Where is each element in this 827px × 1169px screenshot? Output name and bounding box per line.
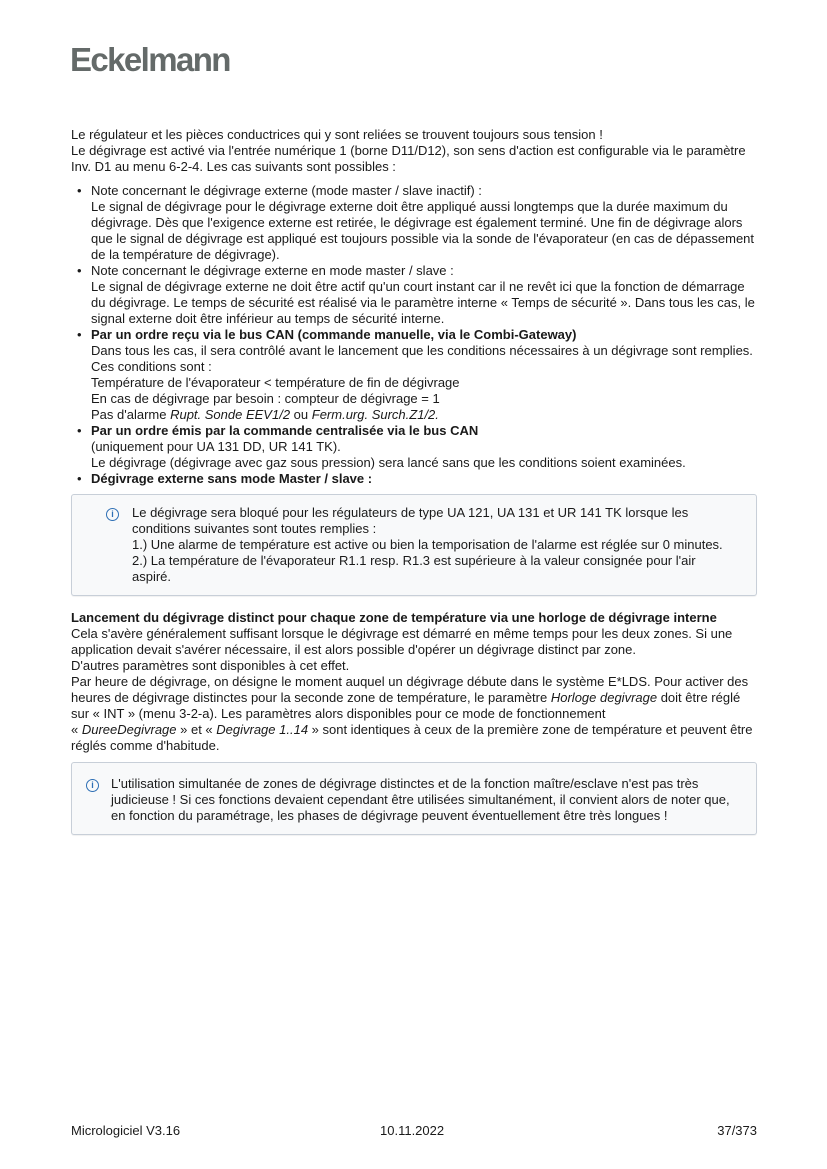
- text: ou: [290, 407, 312, 422]
- list-item: [71, 471, 757, 487]
- document-date: 10.11.2022: [380, 1123, 445, 1138]
- condition-line: En cas de dégivrage par besoin : compteur de dégivrage = 1: [91, 391, 440, 406]
- page-footer: [71, 1123, 757, 1139]
- section-paragraph: D'autres paramètres sont disponibles à cet effet.: [71, 658, 350, 673]
- cases-list: [71, 183, 757, 487]
- condition-line: [91, 407, 757, 423]
- list-item-title: Par un ordre reçu via le bus CAN (commande manuelle, via le Combi-Gateway): [91, 327, 577, 342]
- eckelmann-logo: Eckelmann: [70, 41, 230, 78]
- info-icon: i: [106, 508, 119, 521]
- list-item: [71, 263, 757, 327]
- firmware-version: Micrologiciel V3.16: [71, 1123, 181, 1138]
- parameter-name: Degivrage 1..14: [216, 722, 309, 737]
- text: » et «: [176, 722, 217, 737]
- intro-text: Le dégivrage est activé via l'entrée numérique 1 (borne D11/D12), son sens d'action est configurable via le paramètre Inv. D1 au menu 6-2-4. Les cas suivants sont possibles :: [71, 143, 746, 174]
- note-text: L'utilisation simultanée de zones de dégivrage distinctes et de la fonction maître/esclave n'est pas très judicieuse ! Si ces fonctions devaient cependant être utilisées simultanément, il convient alors de noter que, en fonction du paramétrage, les phases de dégivrage peuvent éventuellement être très longues !: [111, 776, 730, 823]
- info-note: [71, 494, 757, 596]
- text: Par heure de dégivrage, on désigne le moment auquel un dégivrage débute dans le système E*LDS. Pour activer des heures de dégivrage distinctes pour la seconde zone de température, le paramètre: [71, 674, 749, 705]
- alarm-name: Rupt. Sonde EEV1/2: [170, 407, 291, 422]
- text: «: [71, 722, 82, 737]
- section-paragraph: [71, 722, 757, 754]
- list-item: [71, 183, 757, 263]
- page-content: [71, 127, 757, 835]
- list-item-title: • Note concernant le dégivrage externe (mode master / slave inactif) :: [91, 183, 482, 198]
- list-item: [71, 423, 757, 471]
- note-item: 2.) La température de l'évaporateur R1.1 resp. R1.3 est supérieure à la valeur consignée pour l'air aspiré.: [132, 553, 696, 584]
- list-item-title: • Note concernant le dégivrage externe en mode master / slave :: [91, 263, 454, 278]
- section-paragraph: [71, 674, 757, 722]
- list-item-title: Par un ordre émis par la commande centralisée via le bus CAN: [91, 423, 479, 438]
- text: Pas d'alarme: [91, 407, 171, 422]
- info-note: [71, 762, 757, 835]
- intro-warning: Le régulateur et les pièces conductrices qui y sont reliées se trouvent toujours sous tension !: [71, 127, 603, 142]
- alarm-name: Ferm.urg. Surch.Z1/2.: [311, 407, 439, 422]
- page-number: 37/373: [717, 1123, 757, 1138]
- list-item-body: Le signal de dégivrage pour le dégivrage externe doit être appliqué aussi longtemps que la durée maximum du dégivrage. Dès que l'exigence externe est retirée, le dégivrage est également terminé. Une fin de dégivrage alors que le signal de dégivrage est appliqué est toujours possible via la sonde de l'évaporateur (en cas de dépassement de la température de dégivrage).: [91, 199, 755, 262]
- list-item-body: (uniquement pour UA 131 DD, UR 141 TK).: [91, 439, 341, 454]
- text: » sont identiques à ceux de la première zone de température et peuvent être réglés comme d'habitude.: [71, 722, 753, 753]
- list-item-body: Le signal de dégivrage externe ne doit être actif qu'un court instant car il ne revêt ici que la fonction de démarrage du dégivrage. Le temps de sécurité est réalisé via le paramètre interne « Temps de sécurité ». Dans tous les cas, le signal externe doit être inférieur au temps de sécurité interne.: [91, 279, 755, 326]
- list-item-title: Dégivrage externe sans mode Master / slave :: [91, 471, 373, 486]
- text: doit être réglé sur « INT » (menu 3-2-a). Les paramètres alors disponibles pour ce mode de fonctionnement: [71, 690, 741, 721]
- parameter-name: Horloge degivrage: [550, 690, 658, 705]
- note-text: Le dégivrage sera bloqué pour les régulateurs de type UA 121, UA 131 et UR 141 TK lorsque les conditions suivantes sont toutes remplies :: [132, 505, 689, 536]
- section-heading: Lancement du dégivrage distinct pour chaque zone de température via une horloge de dégivrage interne: [71, 610, 717, 625]
- condition-line: Température de l'évaporateur < température de fin de dégivrage: [91, 375, 460, 390]
- list-item-body: Dans tous les cas, il sera contrôlé avant le lancement que les conditions nécessaires à un dégivrage sont remplies. Ces conditions sont :: [91, 343, 753, 374]
- info-icon: i: [86, 779, 99, 792]
- note-item: 1.) Une alarme de température est active ou bien la temporisation de l'alarme est réglée sur 0 minutes.: [132, 537, 723, 552]
- list-item-body: Le dégivrage (dégivrage avec gaz sous pression) sera lancé sans que les conditions soient examinées.: [91, 455, 686, 470]
- parameter-name: DureeDegivrage: [81, 722, 177, 737]
- section-paragraph: Cela s'avère généralement suffisant lorsque le dégivrage est démarré en même temps pour les deux zones. Si une application devait s'avérer nécessaire, il est alors possible d'opérer un dégivrage distinct par zone.: [71, 626, 733, 657]
- list-item: [71, 327, 757, 423]
